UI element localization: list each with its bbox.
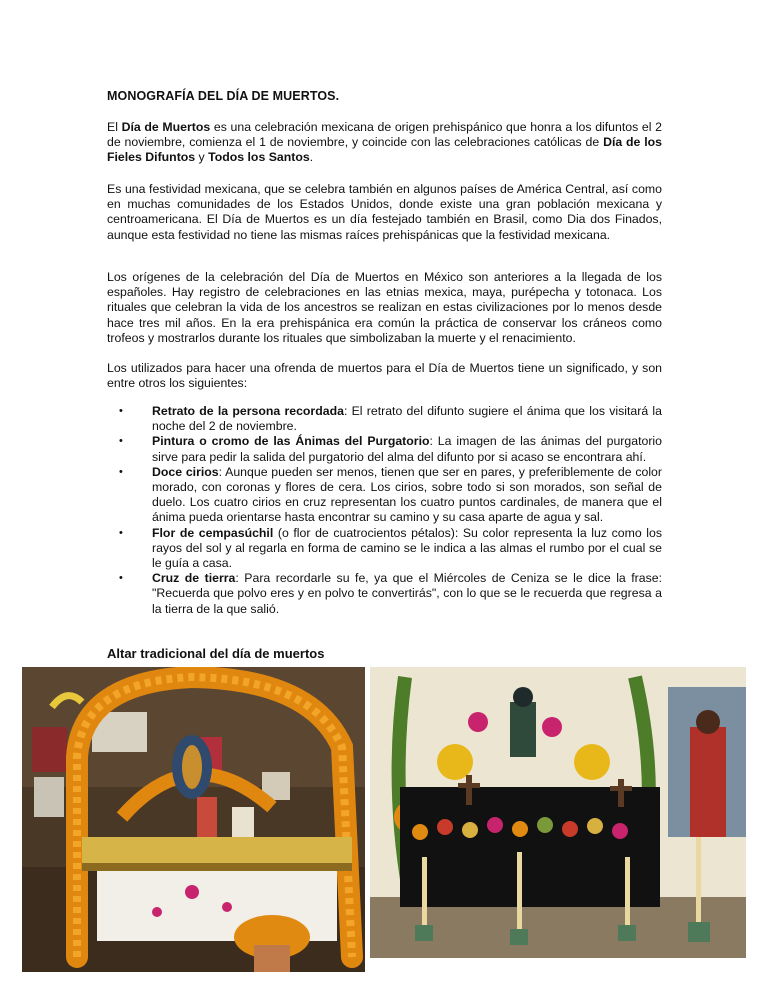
item-text: : Aunque pueden ser menos, tienen que ser en pares, y preferiblemente de color morado, con coronas y flores de cera. Los cirios, sobre todo si son morados, son señal de duelo. Los cuatro cirios en cruz representan los cuatro puntos cardinales, de manera que el ánima pueda orientarse hasta encontrar su camino y su casa aparte de agua y sal.: [152, 464, 662, 525]
altar-subheading: Altar tradicional del día de muertos: [107, 646, 325, 661]
item-term: Retrato de la persona recordada: [152, 404, 344, 418]
p1-text-4: .: [309, 150, 314, 165]
item-term: Flor de cempasúchil: [152, 525, 274, 540]
offering-intro-paragraph: Los utilizados para hacer una ofrenda de muertos para el Día de Muertos tiene un significado, y son entre otros los siguientes:: [107, 361, 662, 391]
origins-paragraph: Los orígenes de la celebración del Día de Muertos en México son anteriores a la llegada de los españoles. Hay registro de celebraciones en las etnias mexica, maya, purépecha y totonaca. Los rituales que celebran la vida de los ancestros se realizan en estas civilizaciones por lo menos desde hace tres mil años. En la era prehispánica era común la práctica de conservar los cráneos como trofeos y mostrarlos durante los rituales que simbolizaban la muerte y el renacimiento.: [107, 270, 662, 345]
p1-text-3: y: [195, 150, 209, 165]
item-text: : El retrato del difunto sugiere el ánima que los visitará la noche del 2 de noviembre.: [152, 404, 662, 434]
altar-photo-left: [22, 667, 365, 972]
altar-right-illustration: [370, 667, 746, 958]
altar-photo-right: [370, 667, 746, 958]
p1-bold-3: Todos los Santos: [208, 150, 310, 165]
list-item: [107, 404, 662, 434]
intro-paragraph: [107, 120, 662, 166]
item-text: : Para recordarle su fe, ya que el Miércoles de Ceniza se le dice la frase: "Recuerda que polvo eres y en polvo te convertirás", con lo que se le recuerda que regresa a la tierra de la que salió.: [152, 571, 662, 616]
document-title: MONOGRAFÍA DEL DÍA DE MUERTOS.: [107, 89, 340, 103]
p1-text-2: es una celebración mexicana de origen prehispánico que honra a los difuntos el 2 de noviembre, comienza el 1 de noviembre, y coincide con las celebraciones católicas de: [107, 120, 662, 150]
festivity-paragraph: Es una festividad mexicana, que se celebra también en algunos países de América Central, así como en muchas comunidades de los Estados Unidos, donde existe una gran población mexicana y centroamericana. El Día de Muertos es un día festejado también en Brasil, como Dia dos Finados, aunque esta festividad no tiene las mismas raíces prehispánicas que la festividad mexicana.: [107, 182, 662, 242]
item-term: Doce cirios: [152, 464, 219, 479]
item-term: Cruz de tierra: [152, 571, 236, 586]
list-item: [107, 465, 662, 526]
item-text: (o flor de cuatrocientos pétalos): Su color representa la luz como los rayos del sol y al regarla en forma de camino se le indica a las almas el rumbo por el cual se le guía a casa.: [152, 525, 662, 571]
p1-bold-1: Día de Muertos: [121, 120, 211, 134]
offering-items-list: [107, 404, 662, 617]
bullet-icon: •: [119, 572, 123, 585]
bullet-icon: •: [119, 526, 123, 539]
bullet-icon: •: [119, 465, 123, 478]
bullet-icon: •: [119, 405, 123, 417]
list-item: [107, 571, 662, 617]
p1-bold-2: Día de los Fieles Difuntos: [107, 135, 663, 165]
p1-text-1: El: [107, 120, 122, 134]
list-item: [107, 526, 662, 572]
item-term: Pintura o cromo de las Ánimas del Purgatorio: [152, 434, 430, 449]
altar-left-illustration: [22, 667, 365, 972]
item-text: : La imagen de las ánimas del purgatorio sirve para pedir la salida del purgatorio del alma del difunto por si acaso se encontrara ahí.: [152, 434, 662, 464]
bullet-icon: •: [119, 435, 123, 448]
list-item: [107, 434, 662, 464]
